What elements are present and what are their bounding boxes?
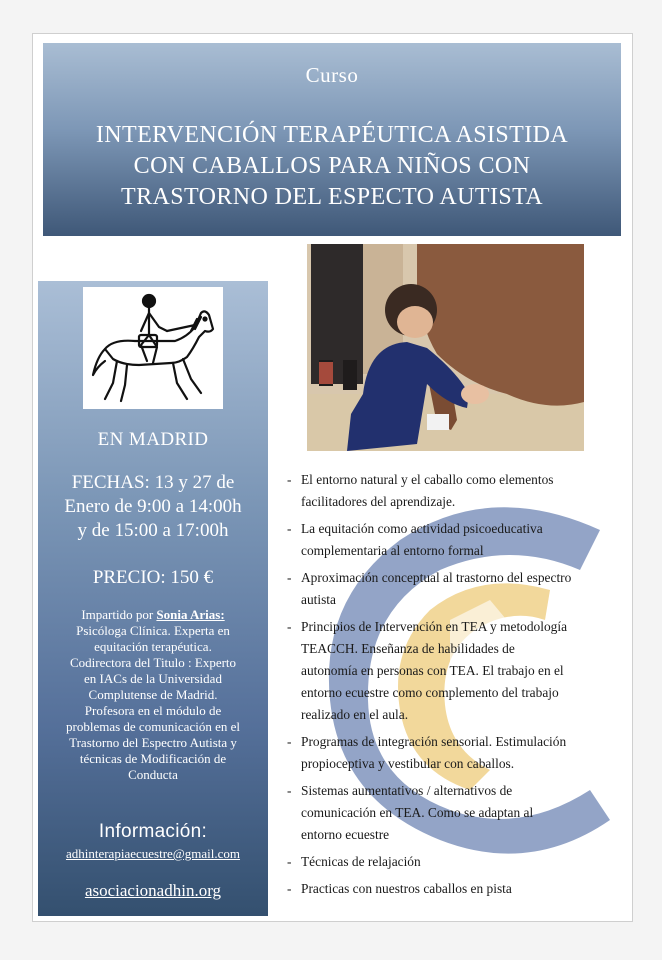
info-sidebar [38, 281, 268, 916]
topic-item [287, 731, 632, 775]
topic-line: entorno ecuestre [301, 827, 390, 842]
topic-bullet: - [287, 472, 292, 487]
topic-line: autista [301, 592, 336, 607]
bio-line: técnicas de Modificación de [79, 751, 227, 766]
topic-item [287, 469, 632, 513]
topic-line: Técnicas de relajación [301, 854, 421, 869]
website-link[interactable]: asociacionadhin.org [84, 881, 222, 900]
course-title [63, 120, 601, 213]
topic-bullet: - [287, 521, 292, 536]
bio-line: Psicóloga Clínica. Experta en [76, 623, 230, 638]
topic-line: Programas de integración sensorial. Estimulación [301, 734, 567, 749]
topic-line: Sistemas aumentativos / alternativos de [301, 783, 513, 798]
instructor-name: Sonia Arias: [156, 607, 225, 622]
topic-line: TEACCH. Enseñanza de habilidades de [301, 641, 515, 656]
topic-line: La equitación como actividad psicoeducativa [301, 521, 543, 536]
course-header [43, 43, 621, 236]
bio-line: problemas de comunicación en el [66, 719, 240, 734]
topic-line: entorno ecuestre como complemento del trabajo [301, 685, 559, 700]
topic-bullet: - [287, 854, 292, 869]
bio-intro [46, 607, 260, 623]
bio-line: Codirectora del Titulo : Experto [69, 655, 237, 670]
bio-line: en IACs de la Universidad [84, 671, 222, 686]
child-with-horse-photo [307, 244, 584, 451]
topic-item [287, 567, 632, 611]
topic-bullet: - [287, 570, 292, 585]
course-title-line: TRASTORNO DEL ESPECTO AUTISTA [121, 184, 543, 210]
info-heading: Información: [98, 821, 208, 842]
topic-line: Principios de Intervención en TEA y metodología [301, 619, 568, 634]
topic-line: Practicas con nuestros caballos en pista [301, 881, 512, 896]
topic-item [287, 518, 632, 562]
bio-line: Complutense de Madrid. [88, 687, 218, 702]
bio-prefix: Impartido por [81, 607, 157, 622]
dates-line: FECHAS: 13 y 27 de [71, 472, 235, 493]
photo-illustration [307, 244, 584, 451]
topic-line: propioceptiva y vestibular con caballos. [301, 756, 515, 771]
topic-bullet: - [287, 734, 292, 749]
course-title-line: INTERVENCIÓN TERAPÉUTICA ASISTIDA [95, 122, 569, 148]
topic-line: El entorno natural y el caballo como elementos [301, 472, 554, 487]
topic-item [287, 851, 632, 873]
topic-bullet: - [287, 619, 292, 634]
topic-line: complementaria al entorno formal [301, 543, 484, 558]
topic-line: realizado en el aula. [301, 707, 409, 722]
bio-line: Profesora en el módulo de [84, 703, 222, 718]
course-title-line: CON CABALLOS PARA NIÑOS CON [133, 153, 531, 179]
topic-item [287, 878, 632, 900]
contact-email-link[interactable]: adhinterapiaecuestre@gmail.com [65, 846, 241, 861]
dates-line: y de 15:00 a 17:00h [77, 520, 229, 541]
horse-rider-logo [83, 287, 223, 409]
course-price: PRECIO: 150 € [92, 567, 214, 588]
bio-line: equitación terapéutica. [94, 639, 212, 654]
topic-item [287, 616, 632, 726]
topic-line: autonomía en personas con TEA. El trabajo en el [301, 663, 564, 678]
topic-line: comunicación en TEA. Como se adaptan al [301, 805, 534, 820]
topic-bullet: - [287, 783, 292, 798]
course-topics-list [287, 469, 632, 905]
topic-bullet: - [287, 881, 292, 896]
course-location: EN MADRID [97, 429, 209, 450]
dates-line: Enero de 9:00 a 14:00h [64, 496, 242, 517]
topic-item [287, 780, 632, 846]
horse-rider-icon [83, 287, 223, 409]
bio-line: Conducta [128, 767, 178, 782]
instructor-bio [46, 607, 260, 783]
topic-line: facilitadores del aprendizaje. [301, 494, 456, 509]
course-kicker: Curso [305, 63, 359, 87]
course-dates [44, 471, 262, 543]
topic-line: Aproximación conceptual al trastorno del espectro [301, 570, 572, 585]
bio-line: Trastorno del Espectro Autista y [69, 735, 237, 750]
